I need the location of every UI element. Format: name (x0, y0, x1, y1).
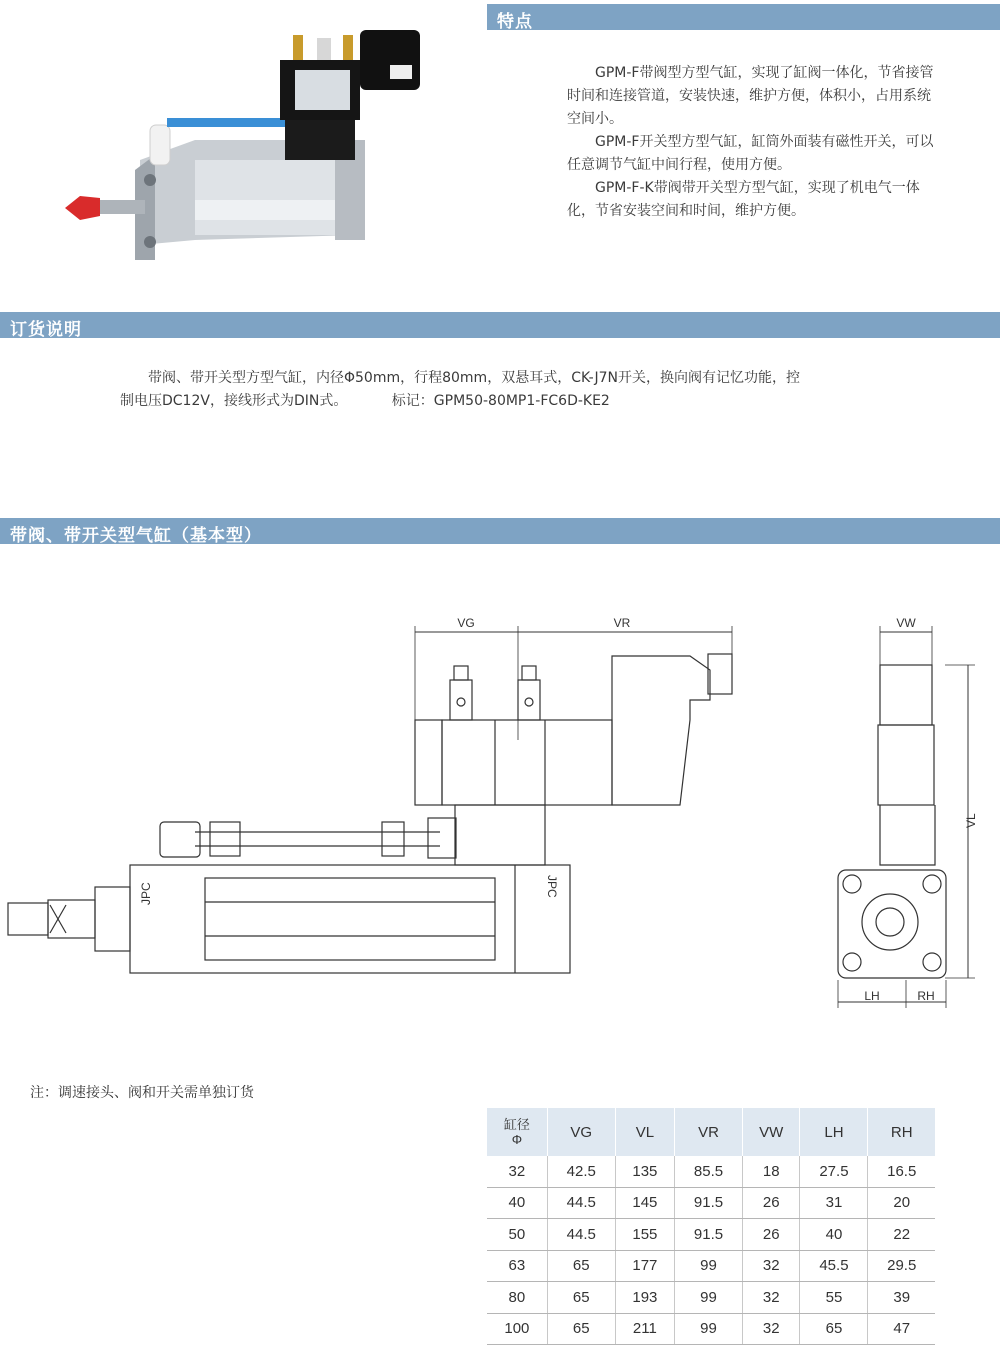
table-cell: 55 (800, 1282, 868, 1314)
features-text (567, 62, 939, 223)
header-vr: VR (675, 1108, 743, 1156)
table-cell: 50 (487, 1219, 547, 1251)
table-cell: 91.5 (675, 1219, 743, 1251)
header-vw: VW (743, 1108, 800, 1156)
table-row (487, 1219, 935, 1251)
table-row (487, 1250, 935, 1282)
dimension-table (487, 1108, 935, 1345)
table-cell: 91.5 (675, 1187, 743, 1219)
feature-paragraph: GPM-F-K带阀带开关型方型气缸，实现了机电气一体化，节省安装空间和时间，维护方便。 (567, 180, 920, 219)
table-cell: 47 (868, 1313, 935, 1345)
table-cell: 27.5 (800, 1156, 868, 1187)
table-cell: 20 (868, 1187, 935, 1219)
table-cell: 99 (675, 1282, 743, 1314)
table-cell: 193 (615, 1282, 674, 1314)
table-cell: 42.5 (547, 1156, 615, 1187)
table-row (487, 1156, 935, 1187)
table-cell: 85.5 (675, 1156, 743, 1187)
table-cell: 99 (675, 1250, 743, 1282)
ordering-title: 订货说明 (10, 320, 82, 340)
header-bore (487, 1108, 547, 1156)
features-header-bar (487, 4, 1000, 30)
table-cell: 177 (615, 1250, 674, 1282)
table-cell: 31 (800, 1187, 868, 1219)
feature-paragraph: GPM-F开关型方型气缸，缸筒外面装有磁性开关，可以任意调节气缸中间行程，使用方便。 (567, 134, 934, 173)
order-note: 注：调速接头、阀和开关需单独订货 (30, 1085, 254, 1101)
table-cell: 32 (743, 1282, 800, 1314)
ordering-header-bar (0, 312, 1000, 338)
table-row (487, 1313, 935, 1345)
table-cell: 80 (487, 1282, 547, 1314)
product-photo (55, 10, 445, 280)
table-cell: 18 (743, 1156, 800, 1187)
table-row (487, 1187, 935, 1219)
table-cell: 22 (868, 1219, 935, 1251)
table-header-row (487, 1108, 935, 1156)
header-vg: VG (547, 1108, 615, 1156)
table-cell: 211 (615, 1313, 674, 1345)
table-cell: 44.5 (547, 1187, 615, 1219)
ordering-line-2-text: 制电压DC12V，接线形式为DIN式。 (120, 393, 348, 409)
table-cell: 45.5 (800, 1250, 868, 1282)
header-lh: LH (800, 1108, 868, 1156)
dim-label-vg: VG (457, 616, 475, 630)
table-cell: 155 (615, 1219, 674, 1251)
table-cell: 65 (800, 1313, 868, 1345)
header-rh: RH (868, 1108, 935, 1156)
dim-label-rh: RH (917, 989, 935, 1003)
table-cell: 26 (743, 1219, 800, 1251)
table-cell: 32 (487, 1156, 547, 1187)
header-bore-label: 缸径 (503, 1117, 530, 1132)
table-cell: 32 (743, 1313, 800, 1345)
table-cell: 40 (800, 1219, 868, 1251)
ordering-line-1: 带阀、带开关型方型气缸，内径Φ50mm，行程80mm，双悬耳式，CK-J7N开关，换向阀有记忆功能，控 (148, 370, 801, 386)
ordering-line-2 (120, 390, 880, 413)
header-bore-symbol: Φ (511, 1132, 523, 1147)
brand-mark-right: JPC (545, 875, 559, 898)
feature-paragraph: GPM-F带阀型方型气缸，实现了缸阀一体化，节省接管时间和连接管道，安装快速，维护方便，体积小，占用系统空间小。 (567, 65, 934, 127)
drawing-header-bar (0, 518, 1000, 544)
table-cell: 63 (487, 1250, 547, 1282)
table-cell: 16.5 (868, 1156, 935, 1187)
table-cell: 40 (487, 1187, 547, 1219)
ordering-text (120, 367, 880, 413)
table-cell: 29.5 (868, 1250, 935, 1282)
dim-label-vr: VR (613, 616, 631, 630)
table-cell: 39 (868, 1282, 935, 1314)
ordering-code: 标记：GPM50-80MP1-FC6D-KE2 (391, 393, 610, 409)
table-cell: 32 (743, 1250, 800, 1282)
header-vl: VL (615, 1108, 674, 1156)
dim-label-vl: VL (964, 813, 978, 828)
table-cell: 135 (615, 1156, 674, 1187)
table-cell: 145 (615, 1187, 674, 1219)
features-title: 特点 (497, 12, 533, 32)
table-row (487, 1282, 935, 1314)
drawing-title: 带阀、带开关型气缸（基本型） (10, 526, 262, 546)
table-cell: 65 (547, 1250, 615, 1282)
table-cell: 100 (487, 1313, 547, 1345)
dim-label-lh: LH (864, 989, 880, 1003)
table-cell: 99 (675, 1313, 743, 1345)
dim-label-vw: VW (896, 616, 916, 630)
technical-drawing (0, 600, 1000, 1020)
table-cell: 26 (743, 1187, 800, 1219)
table-cell: 65 (547, 1282, 615, 1314)
table-cell: 44.5 (547, 1219, 615, 1251)
table-cell: 65 (547, 1313, 615, 1345)
brand-mark-left: JPC (139, 882, 153, 905)
